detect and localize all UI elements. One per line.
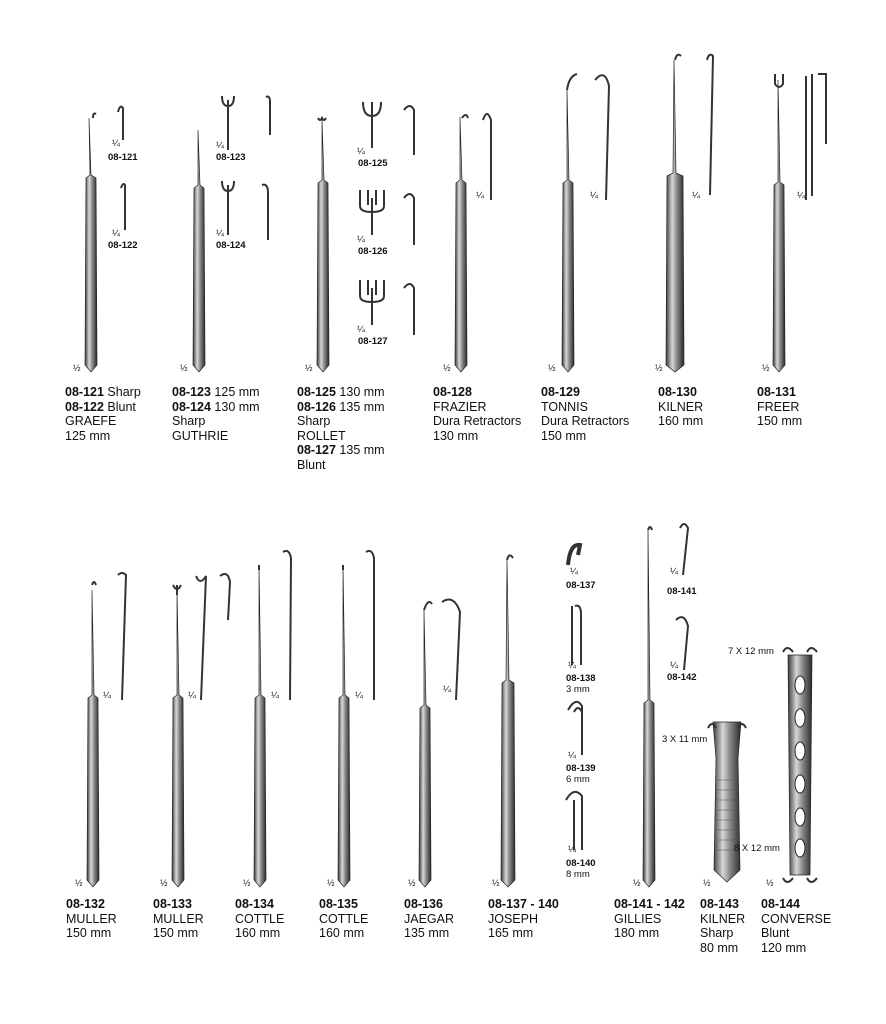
catalog-text: 135 mm [404, 926, 450, 940]
catalog-text: Sharp [172, 414, 206, 428]
catalog-number: 08-135 [319, 897, 358, 911]
detail-code: 08-139 [566, 763, 596, 774]
dimension-label: 8 X 12 mm [734, 843, 780, 854]
scale-one: ¼ [670, 566, 678, 577]
detail-size: 6 mm [566, 774, 590, 785]
scale-half: ½ [75, 878, 83, 888]
scale-half: ½ [243, 878, 251, 888]
catalog-text: 165 mm [488, 926, 534, 940]
catalog-label [658, 385, 703, 429]
scale-half: ½ [408, 878, 416, 888]
instrument-08-141 [643, 530, 655, 887]
scale-one: ¼ [692, 190, 700, 201]
instrument-08-136 [419, 610, 431, 887]
catalog-label [488, 897, 559, 941]
dimension-label: 7 X 12 mm [728, 646, 774, 657]
catalog-spec: 130 mm [210, 399, 260, 414]
scale-one: ¼ [357, 146, 365, 157]
scale-one: ¼ [476, 190, 484, 201]
catalog-label [66, 897, 117, 941]
catalog-text: Blunt [761, 926, 790, 940]
catalog-label [761, 897, 831, 955]
catalog-text: KILNER [700, 911, 746, 926]
detail-code: 08-121 [108, 152, 138, 163]
catalog-text: JAEGAR [404, 911, 455, 926]
detail-code: 08-138 [566, 673, 596, 684]
scale-half: ½ [762, 363, 770, 373]
instrument-08-132 [87, 590, 99, 887]
instrument-08-134 [254, 565, 266, 887]
scale-one: ¼ [216, 140, 224, 151]
catalog-text: 160 mm [235, 926, 281, 940]
catalog-number: 08-132 [66, 897, 105, 911]
instrument-08-137 [501, 560, 515, 887]
catalog-number: 08-137 - 140 [488, 897, 559, 911]
detail-code: 08-122 [108, 240, 138, 251]
catalog-label [614, 897, 685, 941]
catalog-number: 08-143 [700, 897, 739, 911]
catalog-text: 80 mm [700, 940, 739, 955]
catalog-label [153, 897, 204, 941]
instrument-08-125 [317, 120, 329, 372]
catalog-spec: 135 mm [335, 399, 385, 414]
scale-half: ½ [73, 363, 81, 373]
catalog-text: 130 mm [433, 428, 479, 443]
catalog-text: TONNIS [541, 399, 588, 414]
scale-half: ½ [633, 878, 641, 888]
scale-one: ¼ [216, 228, 224, 239]
catalog-text: 150 mm [66, 926, 112, 940]
catalog-text: JOSEPH [488, 911, 539, 926]
instrument-08-123 [193, 130, 205, 372]
instrument-08-135 [338, 565, 350, 887]
catalog-number: 08-130 [658, 385, 697, 399]
catalog-label [433, 385, 521, 443]
catalog-number: 08-134 [235, 897, 274, 911]
catalog-text: 150 mm [757, 414, 803, 428]
catalog-text: ROLLET [297, 428, 346, 443]
instrument-08-128 [455, 117, 467, 372]
detail-code: 08-125 [358, 158, 388, 169]
scale-half: ½ [305, 363, 313, 373]
catalog-number: 08-144 [761, 897, 800, 911]
scale-one: ¼ [568, 660, 576, 671]
catalog-text: COTTLE [319, 911, 369, 926]
catalog-text: KILNER [658, 399, 704, 414]
scale-one: ¼ [112, 138, 120, 149]
catalog-label [65, 385, 141, 443]
scale-one: ¼ [271, 690, 279, 701]
scale-half: ½ [160, 878, 168, 888]
scale-one: ¼ [797, 190, 805, 201]
scale-one: ¼ [112, 228, 120, 239]
scale-one: ¼ [590, 190, 598, 201]
catalog-text: Dura Retractors [433, 414, 522, 428]
scale-half: ½ [766, 878, 774, 888]
instrument-08-133 [172, 590, 184, 887]
scale-one: ¼ [570, 566, 578, 577]
scale-half: ½ [327, 878, 335, 888]
catalog-text: Blunt [297, 457, 326, 472]
detail-code: 08-126 [358, 246, 388, 257]
catalog-text: 160 mm [658, 414, 704, 428]
catalog-spec: 135 mm [335, 443, 385, 457]
catalog-text: 150 mm [153, 926, 199, 940]
catalog-text: GUTHRIE [172, 428, 229, 443]
catalog-spec: Sharp [103, 385, 141, 399]
scale-half: ½ [443, 363, 451, 373]
catalog-text: COTTLE [235, 911, 285, 926]
detail-code: 08-124 [216, 240, 246, 251]
catalog-number: 08-122 Blunt [65, 399, 136, 414]
catalog-number: 08-125 130 mm [297, 385, 385, 399]
scale-one: ¼ [188, 690, 196, 701]
scale-one: ¼ [355, 690, 363, 701]
catalog-number: 08-133 [153, 897, 192, 911]
detail-code: 08-137 [566, 580, 596, 591]
catalog-label [319, 897, 368, 941]
detail-size: 3 mm [566, 684, 590, 695]
catalog-text: MULLER [153, 911, 204, 926]
scale-one: ¼ [357, 324, 365, 335]
catalog-text: MULLER [66, 911, 117, 926]
catalog-number: 08-136 [404, 897, 443, 911]
catalog-label [404, 897, 454, 941]
detail-code: 08-127 [358, 336, 388, 347]
catalog-label [297, 385, 385, 472]
catalog-text: Sharp [700, 926, 734, 940]
catalog-text: 125 mm [65, 428, 111, 443]
catalog-number: 08-129 [541, 385, 580, 399]
scale-one: ¼ [568, 750, 576, 761]
catalog-label [700, 897, 745, 955]
catalog-text: Sharp [297, 414, 331, 428]
scale-one: ¼ [357, 234, 365, 245]
instrument-08-143 [713, 722, 741, 882]
scale-half: ½ [655, 363, 663, 373]
scale-one: ¼ [103, 690, 111, 701]
catalog-text: CONVERSE [761, 911, 832, 926]
catalog-text: GILLIES [614, 911, 662, 926]
catalog-text: 150 mm [541, 428, 587, 443]
catalog-text: 160 mm [319, 926, 365, 940]
catalog-number: 08-131 [757, 385, 796, 399]
dimension-label: 3 X 11 mm [662, 734, 708, 745]
scale-half: ½ [703, 878, 711, 888]
catalog-label [541, 385, 629, 443]
scale-one: ¼ [443, 684, 451, 695]
catalog-number: 08-127 135 mm [297, 443, 385, 457]
scale-half: ½ [492, 878, 500, 888]
catalog-spec: 130 mm [335, 385, 385, 399]
instrument-08-130 [666, 60, 684, 372]
catalog-number: 08-121 Sharp [65, 385, 141, 399]
instrument-08-129 [562, 90, 574, 372]
catalog-text: FRAZIER [433, 399, 487, 414]
detail-code: 08-123 [216, 152, 246, 163]
detail-size: 8 mm [566, 869, 590, 880]
detail-code: 08-142 [667, 672, 697, 683]
catalog-text: Dura Retractors [541, 414, 630, 428]
detail-code: 08-140 [566, 858, 596, 869]
scale-half: ½ [180, 363, 188, 373]
instrument-08-131 [773, 80, 785, 372]
catalog-spec: Blunt [103, 399, 136, 414]
catalog-number: 08-123 125 mm [172, 385, 260, 399]
instrument-08-121 [85, 118, 97, 372]
catalog-label [172, 385, 260, 443]
detail-code: 08-141 [667, 586, 697, 597]
scale-one: ¼ [670, 660, 678, 671]
catalog-number: 08-124 130 mm [172, 399, 260, 414]
catalog-text: GRAEFE [65, 414, 117, 428]
catalog-text: 180 mm [614, 926, 660, 940]
catalog-text: 120 mm [761, 940, 807, 955]
catalog-label [757, 385, 802, 429]
catalog-number: 08-128 [433, 385, 472, 399]
catalog-text: FREER [757, 399, 800, 414]
catalog-number: 08-141 - 142 [614, 897, 685, 911]
scale-half: ½ [548, 363, 556, 373]
catalog-label [235, 897, 284, 941]
catalog-number: 08-126 135 mm [297, 399, 385, 414]
scale-one: ¼ [568, 844, 576, 855]
catalog-spec: 125 mm [210, 385, 260, 399]
